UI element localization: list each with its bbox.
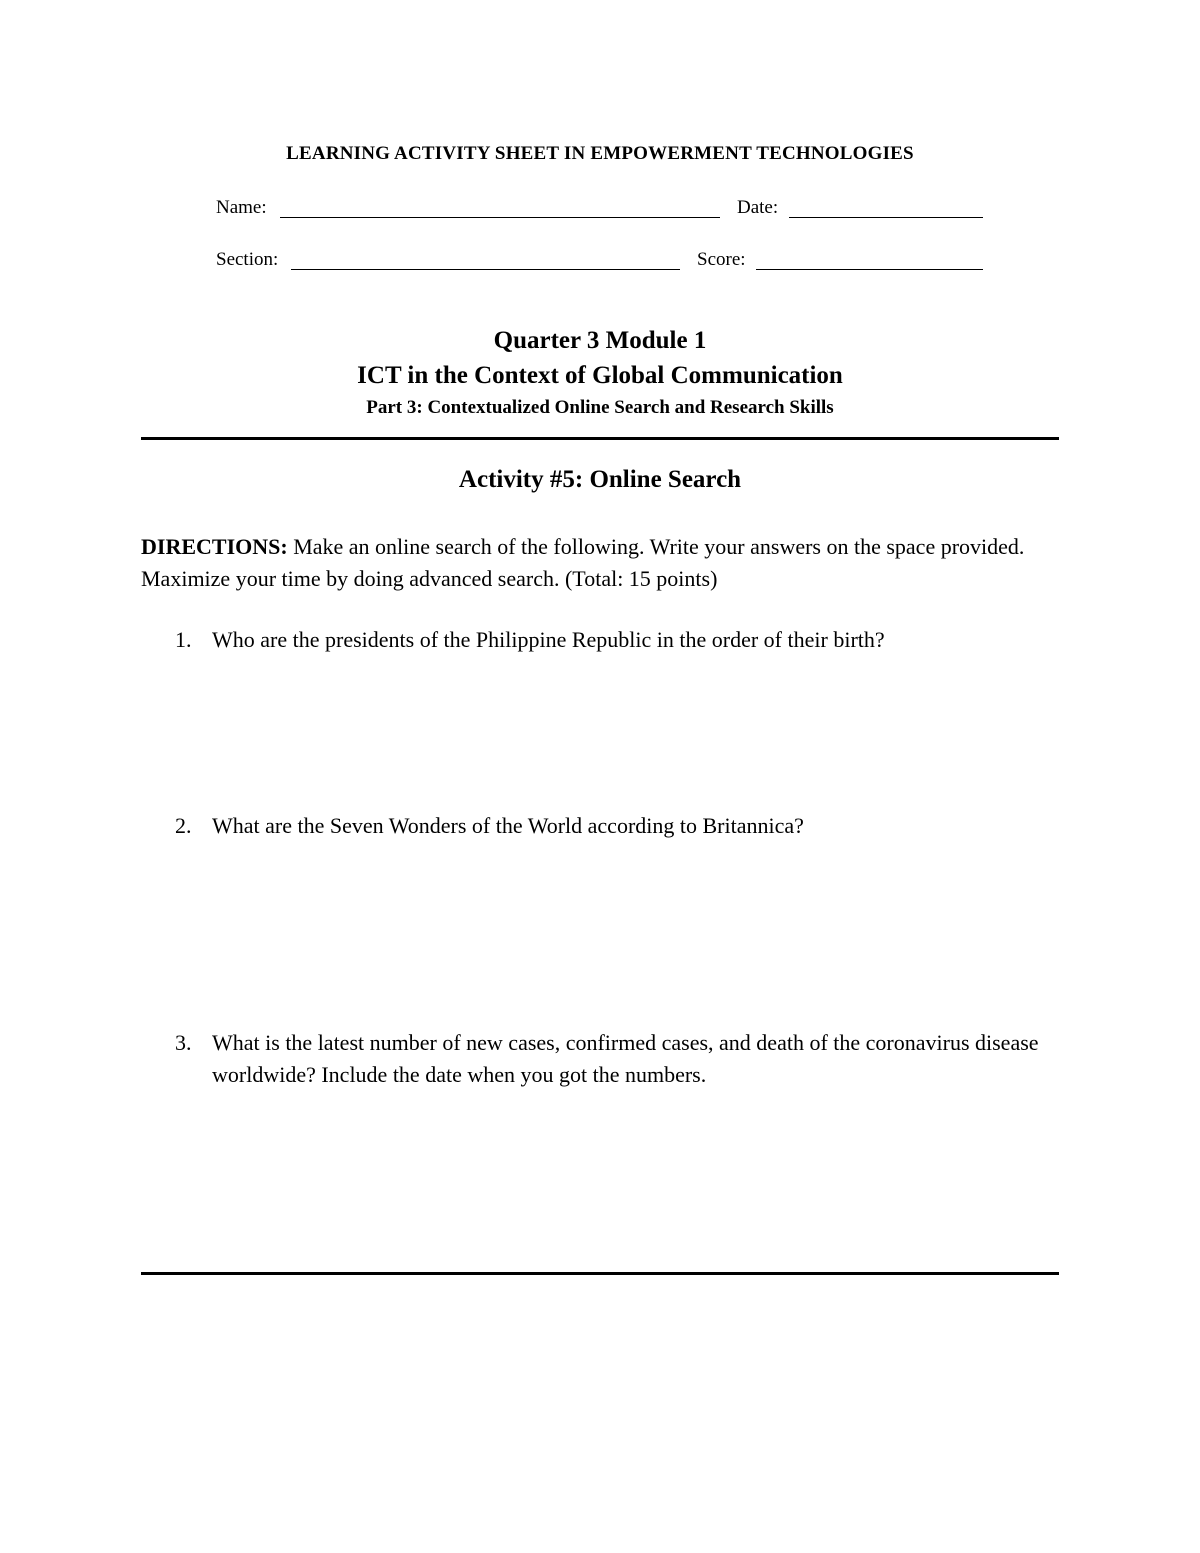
question-item xyxy=(141,1027,1059,1097)
question-number: 2. xyxy=(175,813,192,838)
question-text: What is the latest number of new cases, confirmed cases, and death of the coronavirus disease worldwide? Include the date when you got the numbers. xyxy=(212,1030,1039,1087)
name-field[interactable] xyxy=(280,217,720,218)
section-label: Section: xyxy=(216,249,279,270)
name-label: Name: xyxy=(216,197,267,218)
section-score-row xyxy=(0,248,1200,274)
question-text: What are the Seven Wonders of the World according to Britannica? xyxy=(212,813,804,838)
date-label: Date: xyxy=(737,197,779,218)
section-field[interactable] xyxy=(291,269,680,270)
quarter-module-heading: Quarter 3 Module 1 xyxy=(493,327,707,354)
score-field[interactable] xyxy=(756,269,983,270)
directions-text: Make an online search of the following. Write your answers on the space provided. Maximize your time by doing advanced search. (Total: 15 points) xyxy=(141,534,1025,591)
question-item xyxy=(141,810,1059,874)
sheet-title: LEARNING ACTIVITY SHEET IN EMPOWERMENT TECHNOLOGIES xyxy=(286,143,914,164)
activity-title: Activity #5: Online Search xyxy=(458,466,742,493)
directions-paragraph xyxy=(141,531,1041,595)
question-text: Who are the presidents of the Philippine Republic in the order of their birth? xyxy=(212,627,885,652)
date-field[interactable] xyxy=(789,217,983,218)
question-item xyxy=(141,624,1059,688)
module-title: ICT in the Context of Global Communication xyxy=(357,362,843,389)
question-number: 3. xyxy=(175,1030,192,1055)
score-label: Score: xyxy=(697,249,746,270)
question-number: 1. xyxy=(175,627,192,652)
name-date-row xyxy=(0,196,1200,222)
directions-label: DIRECTIONS: xyxy=(141,534,288,559)
top-divider xyxy=(141,437,1059,440)
part-title: Part 3: Contextualized Online Search and Research Skills xyxy=(366,397,834,418)
bottom-divider xyxy=(141,1272,1059,1275)
